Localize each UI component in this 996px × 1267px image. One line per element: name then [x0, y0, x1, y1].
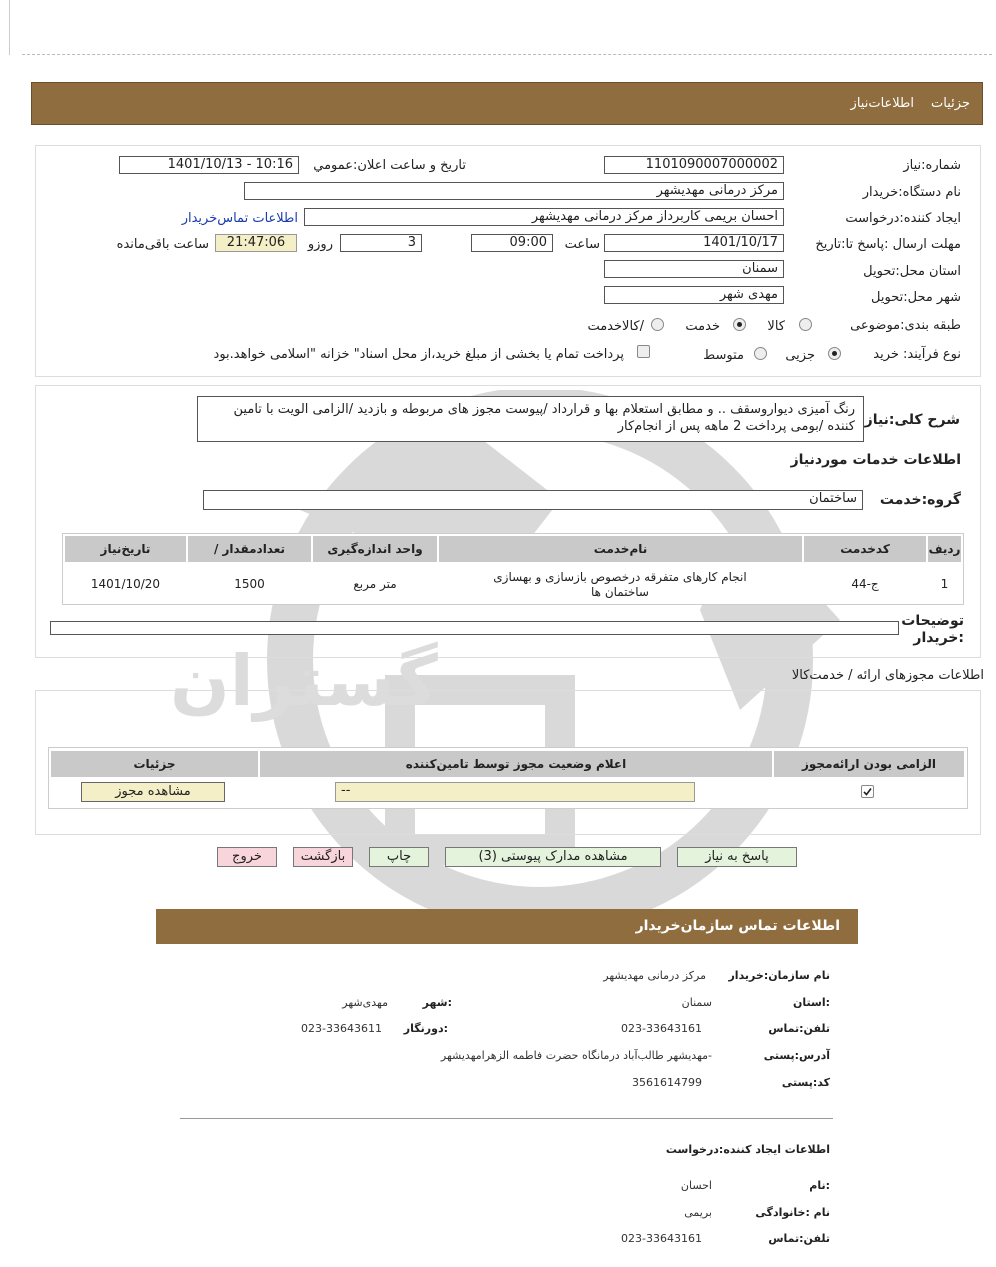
category-label: طبقه بندی:موضوعی: [850, 318, 961, 333]
permit-required-checkbox[interactable]: [861, 785, 874, 798]
remaining-label: ساعت باقی‌مانده: [116, 237, 209, 252]
contact-header: [156, 909, 858, 944]
form-panel: [35, 145, 981, 377]
service-group-label: گروه:خدمت: [879, 492, 961, 508]
contact-fax: 023-33643611: [301, 1022, 382, 1035]
requester-family: بریمی: [684, 1206, 712, 1219]
th-unit: واحد اندازه‌گیری: [313, 536, 437, 562]
category-goods-radio[interactable]: [799, 318, 812, 331]
attachments-button[interactable]: مشاهده مدارک پیوستی (3): [445, 847, 661, 867]
description-text: رنگ آمیزی دیواروسقف .. و مطابق استعلام بها و قرارداد /پیوست مجوز های مربوطه و بازدید /الزامی الویت با تامین کننده /بومی پرداخت 2 ماهه پس از انجام‌کار: [197, 396, 864, 442]
th-row-no: ردیف: [928, 536, 961, 562]
days-label: روزو: [307, 237, 333, 252]
contact-title: اطلاعات تماس سازمان‌خریدار: [635, 918, 840, 934]
process-medium-radio[interactable]: [754, 347, 767, 360]
th-need-date: تاریخ‌نیاز: [65, 536, 186, 562]
process-label: نوع فرآیند: خرید: [873, 347, 961, 362]
category-goods-service-label: /کالاخدمت: [587, 319, 644, 334]
watermark-text: گستران: [170, 640, 438, 722]
city-field: مهدی شهر: [604, 286, 784, 304]
buyer-notes-field: [50, 621, 899, 635]
province-field: سمنان: [604, 260, 784, 278]
contact-province-label: :استان: [793, 996, 830, 1009]
reply-button[interactable]: پاسخ به نیاز: [677, 847, 797, 867]
table-row-name: انجام کارهای متفرقه درخصوص بازسازی و بهسازی ساختمان ها: [493, 570, 747, 599]
contact-buyer-link[interactable]: اطلاعات تماس‌خریدار: [181, 211, 298, 226]
need-number-field: 1101090007000002: [604, 156, 784, 174]
print-button[interactable]: چاپ: [369, 847, 429, 867]
contact-divider: [180, 1118, 833, 1119]
buyer-org-field: مرکز درمانی مهدیشهر: [244, 182, 784, 200]
header-bar: [31, 82, 983, 125]
table-row-code: ج-44: [851, 577, 879, 591]
contact-org-label: نام سازمان:خریدار: [728, 969, 830, 982]
th-permit-status: اعلام وضعیت مجوز توسط تامین‌کننده: [260, 751, 772, 777]
city-label: شهر محل:تحویل: [871, 290, 961, 305]
contact-province: سمنان: [681, 996, 712, 1009]
province-label: استان محل:تحویل: [863, 264, 961, 279]
creator-label: ایجاد کننده:درخواست: [845, 211, 961, 226]
process-partial-label: جزیی: [785, 348, 815, 363]
requester-phone-label: تلفن:تماس: [768, 1232, 830, 1245]
category-service-radio[interactable]: [733, 318, 746, 331]
table-row-no: 1: [940, 577, 949, 591]
requester-title: اطلاعات ایجاد کننده:درخواست: [665, 1143, 830, 1156]
contact-postal: 3561614799: [632, 1076, 702, 1089]
category-goods-service-radio[interactable]: [651, 318, 664, 331]
need-number-label: شماره:نیاز: [903, 158, 961, 173]
time-label: ساعت: [564, 237, 600, 252]
announce-label: تاریخ و ساعت اعلان:عمومي: [313, 158, 466, 173]
requester-name: احسان: [680, 1179, 712, 1192]
services-title: اطلاعات خدمات موردنیاز: [790, 452, 961, 468]
process-partial-radio[interactable]: [828, 347, 841, 360]
contact-address: -مهدیشهر طالب‌آباد درمانگاه حضرت فاطمه الزهرامهدیشهر: [440, 1049, 712, 1062]
th-permit-required: الزامی بودن ارائه‌مجوز: [774, 751, 964, 777]
contact-address-label: آدرس:پستی: [763, 1049, 830, 1062]
requester-phone: 023-33643161: [621, 1232, 702, 1245]
contact-fax-label: :دورنگار: [403, 1022, 448, 1035]
contact-city: مهدی‌شهر: [342, 996, 388, 1009]
table-row-unit: متر مربع: [353, 577, 397, 591]
details-link[interactable]: جزئیات: [931, 96, 970, 111]
table-row-date: 1401/10/20: [90, 577, 161, 591]
th-service-code: کدخدمت: [804, 536, 926, 562]
treasury-payment-checkbox[interactable]: [637, 345, 650, 358]
exit-button[interactable]: خروج: [217, 847, 277, 867]
back-button[interactable]: بازگشت: [293, 847, 353, 867]
contact-phone: 023-33643161: [621, 1022, 702, 1035]
announce-field: 1401/10/13 - 10:16: [119, 156, 299, 174]
deadline-label: مهلت ارسال :پاسخ تا:تاریخ: [815, 237, 961, 252]
requester-family-label: نام :خانوادگی: [755, 1206, 830, 1219]
permit-status-field[interactable]: --: [335, 782, 695, 802]
creator-field: احسان بریمی کاربرداز مرکز درمانی مهدیشهر: [304, 208, 784, 226]
left-border: [9, 0, 10, 55]
th-service-name: نام‌خدمت: [439, 536, 802, 562]
buyer-org-label: نام دستگاه:خریدار: [862, 185, 961, 200]
buyer-notes-label: توضیحات :خریدار: [901, 613, 964, 646]
deadline-time-field: 09:00: [471, 234, 553, 252]
requester-name-label: :نام: [809, 1179, 830, 1192]
contact-phone-label: تلفن:تماس: [768, 1022, 830, 1035]
table-row-quantity: 1500: [234, 577, 265, 591]
top-dashed-line: [22, 54, 992, 55]
header-title: اطلاعات‌نیاز: [850, 96, 914, 111]
days-field: 3: [340, 234, 422, 252]
view-permit-button[interactable]: مشاهده مجوز: [81, 782, 225, 802]
contact-city-label: :شهر: [422, 996, 452, 1009]
th-quantity: / تعدادمقدار: [188, 536, 311, 562]
description-label: شرح کلی:نیاز: [864, 412, 960, 428]
permits-title: اطلاعات مجوزهای ارائه / خدمت‌کالا: [791, 668, 984, 683]
contact-org: مرکز درمانی مهدیشهر: [603, 969, 706, 982]
contact-postal-label: کد:پستی: [781, 1076, 830, 1089]
category-goods-label: کالا: [767, 319, 785, 334]
remaining-time-field: 21:47:06: [215, 234, 297, 252]
process-medium-label: متوسط: [703, 348, 744, 363]
th-permit-details: جزئیات: [51, 751, 258, 777]
category-service-label: خدمت: [685, 319, 720, 334]
service-group-field: ساختمان: [203, 490, 863, 510]
treasury-payment-label: پرداخت تمام یا بخشی از مبلغ خرید،از محل اسناد" خزانه "اسلامی خواهد.بود: [213, 347, 624, 362]
deadline-date-field: 1401/10/17: [604, 234, 784, 252]
